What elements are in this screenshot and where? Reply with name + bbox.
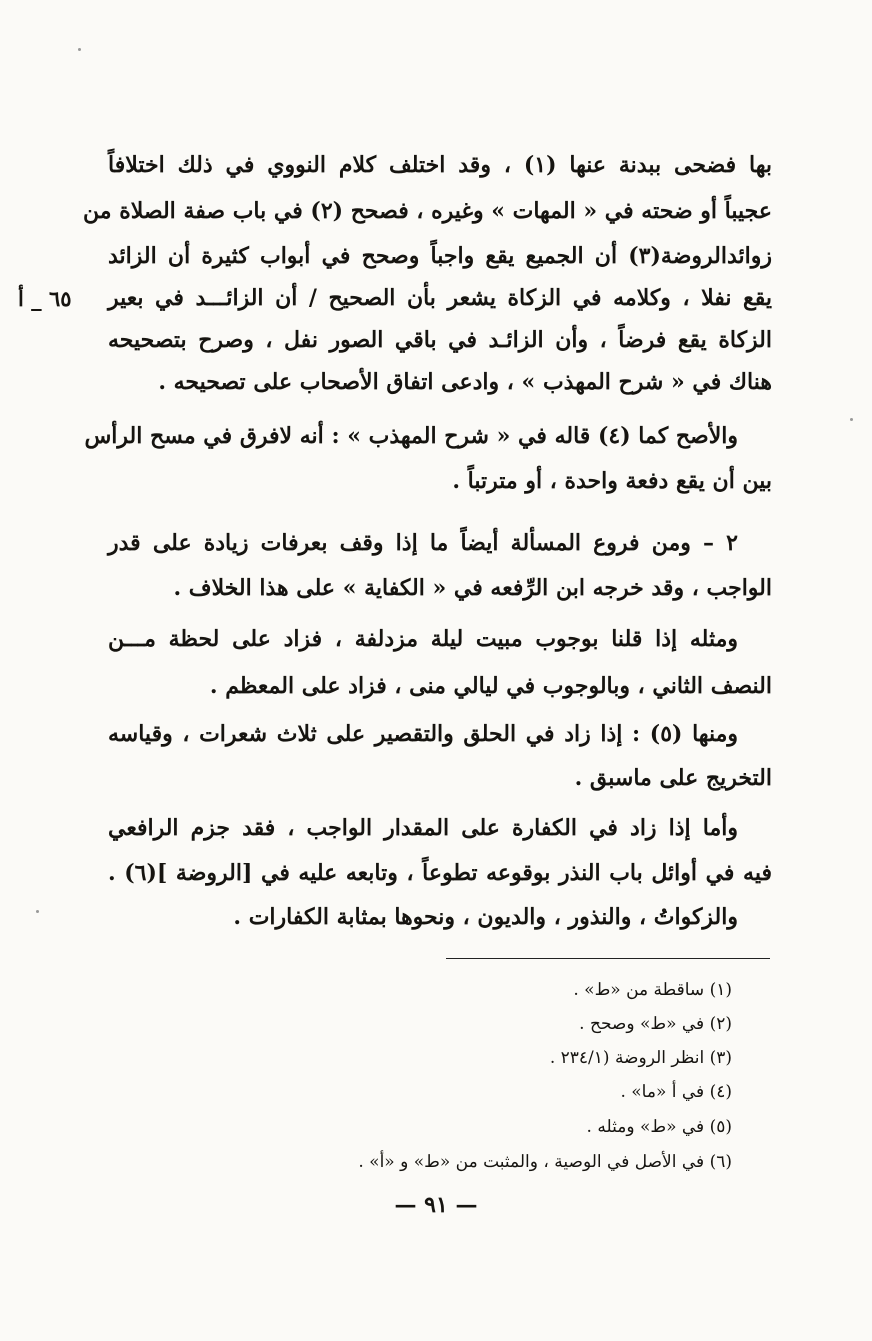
- body-line-2: عجيباً أو ضحته في « المهات » وغيره ، فصحح (٢) في باب صفة الصلاة من: [83, 198, 772, 224]
- page-number: — ٩١ —: [394, 1192, 478, 1218]
- footnote-3: (٣) انظر الروضة (٢٣٤/١ .: [549, 1048, 732, 1068]
- body-line-12: النصف الثاني ، وبالوجوب في ليالي منى ، فزاد على المعظم .: [209, 673, 772, 699]
- body-line-17: والزكواتُ ، والنذور ، والديون ، ونحوها بمثابة الكفارات .: [233, 904, 738, 930]
- footnote-4: (٤) في أ «ما» .: [620, 1082, 732, 1102]
- body-line-11: ومثله إذا قلنا بوجوب مبيت ليلة مزدلفة ، فزاد على لحظة مـــن: [108, 626, 738, 652]
- margin-folio-note: ٦٥ _ أ: [18, 286, 72, 311]
- body-line-3: زوائدالروضة(٣) أن الجميع يقع واجباً وصحح في أبواب كثيرة أن الزائد: [108, 243, 772, 269]
- body-line-8: بين أن يقع دفعة واحدة ، أو مترتباً .: [452, 468, 772, 494]
- footnote-5: (٥) في «ط» ومثله .: [586, 1117, 732, 1137]
- body-line-9: ٢ – ومن فروع المسألة أيضاً ما إذا وقف بعرفات زيادة على قدر: [108, 530, 738, 556]
- body-line-7: والأصح كما (٤) قاله في « شرح المهذب » : أنه لافرق في مسح الرأس: [84, 423, 738, 449]
- footnote-6: (٦) في الأصل في الوصية ، والمثبت من «ط» و «أ» .: [358, 1152, 732, 1172]
- body-line-10: الواجب ، وقد خرجه ابن الرِّفعه في « الكفاية » على هذا الخلاف .: [173, 575, 772, 601]
- body-line-13: ومنها (٥) : إذا زاد في الحلق والتقصير على ثلاث شعرات ، وقياسه: [108, 721, 738, 747]
- body-line-4: يقع نفلا ، وكلامه في الزكاة يشعر بأن الصحيح / أن الزائـــد في بعير: [108, 285, 772, 311]
- scan-speck: [850, 418, 853, 421]
- body-line-16: فيه في أوائل باب النذر بوقوعه تطوعاً ، وتابعه عليه في [الروضة ](٦) .: [108, 860, 772, 886]
- body-line-6: هناك في « شرح المهذب » ، وادعى اتفاق الأصحاب على تصحيحه .: [158, 369, 772, 395]
- body-line-1: بها فضحى ببدنة عنها (١) ، وقد اختلف كلام النووي في ذلك اختلافاً: [108, 152, 773, 178]
- scan-speck: [78, 48, 81, 51]
- body-line-14: التخريج على ماسبق .: [574, 765, 772, 791]
- footnote-separator: [446, 958, 770, 959]
- scan-speck: [36, 910, 39, 913]
- body-line-15: وأما إذا زاد في الكفارة على المقدار الواجب ، فقد جزم الرافعي: [108, 815, 738, 841]
- footnote-2: (٢) في «ط» وصحح .: [579, 1014, 732, 1034]
- body-line-5: الزكاة يقع فرضاً ، وأن الزائـد في باقي الصور نفل ، وصرح بتصحيحه: [108, 327, 772, 353]
- footnote-1: (١) ساقطة من «ط» .: [573, 980, 732, 1000]
